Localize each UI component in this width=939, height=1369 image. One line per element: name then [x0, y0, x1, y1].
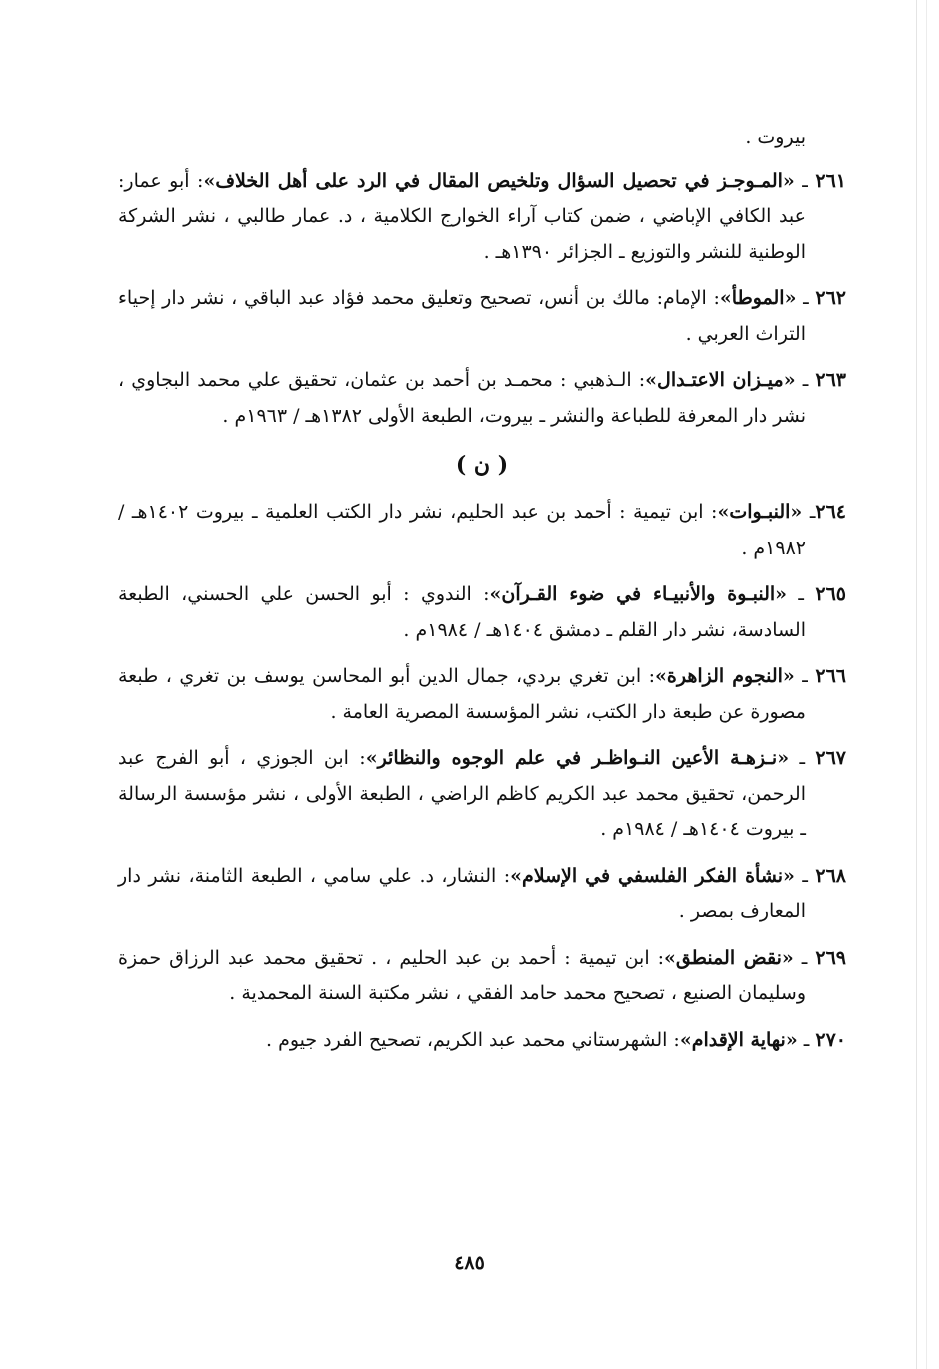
entry-title: «الموطأ»	[719, 287, 797, 309]
bibliography-list	[118, 120, 846, 1069]
entry-title: «المـوجـز في تحصيل السؤال وتلخيص المقال في الرد على أهل الخلاف»	[203, 169, 795, 192]
scan-edge-line	[916, 0, 917, 1369]
bibliography-entry: ٢٦٦ ـ «النجوم الزاهرة»: ابن تغري بردي، جمال الدين أبو المحاسن يوسف بن تغري ، طبعة مصورة عن طبعة دار الكتب، نشر المؤسسة المصرية العامة .	[118, 665, 846, 723]
page-number: ٤٨٥	[454, 1252, 485, 1274]
bibliography-entry: ٢٦٩ ـ «نقض المنطق»: ابن تيمية : أحمد بن عبد الحليم ، . تحقيق محمد عبد الرزاق حمزة وسليمان الصنيع ، تصحيح محمد حامد الفقي ، نشر مكتبة السنة المحمدية .	[118, 946, 846, 1004]
bibliography-entry: ٢٦٨ ـ «نشأة الفكر الفلسفي في الإسلام»: النشار، د. علي سامي ، الطبعة الثامنة، نشر دار المعارف بمصر .	[118, 864, 846, 922]
scan-edge-line	[926, 0, 927, 1369]
entry-number: ٢٦٢	[815, 287, 846, 309]
entry-details: : الإمام: مالك بن أنس، تصحيح وتعليق محمد فؤاد عبد الباقي ، نشر دار إحياء التراث العربي .	[118, 287, 806, 345]
entry-number: ٢٦١	[815, 169, 846, 192]
entry-continuation: بيروت .	[745, 126, 806, 148]
entry-details: : ابن الجوزي ، أبو الفرج عبد الرحمن، تحقيق محمد عبد الكريم كاظم الراضي ، الطبعة الأولى ، نشر مؤسسة الرسالة ـ بيروت ١٤٠٤هـ / ١٩٨٤م .	[118, 747, 806, 840]
entry-number: ٢٦٩	[815, 946, 846, 969]
entry-title: «النبـوة والأنبيـاء في ضوء القـرآن»	[489, 583, 788, 605]
bibliography-entry: ٢٦١ ـ «المـوجـز في تحصيل السؤال وتلخيص المقال في الرد على أهل الخلاف»: أبو عمار: عبد الكافي الإباضي ، ضمن كتاب آراء الخوارج الكلامية ، د. عمار طالبي ، نشر الشركة الوطنية للنشر والتوزيع ـ الجزائر ١٣٩٠هـ .	[118, 169, 846, 263]
entry-title: «نهاية الإقدام»	[679, 1028, 798, 1051]
entry-details: : الشهرستاني محمد عبد الكريم، تصحيح الفرد جيوم .	[265, 1028, 680, 1051]
entry-details: : النشار، د. علي سامي ، الطبعة الثامنة، نشر دار المعارف بمصر .	[118, 864, 806, 922]
entry-title: «النبـوات»	[717, 501, 803, 523]
bibliography-entry: ٢٧٠ ـ «نهاية الإقدام»: الشهرستاني محمد عبد الكريم، تصحيح الفرد جيوم .	[265, 1028, 846, 1051]
entry-details: : ابن تيمية : أحمد بن عبد الحليم ، . تحقيق محمد عبد الرزاق حمزة وسليمان الصنيع ، تصحيح محمد حامد الفقي ، نشر مكتبة السنة المحمدية .	[118, 946, 806, 1004]
entry-details: : أبو عمار: عبد الكافي الإباضي ، ضمن كتاب آراء الخوارج الكلامية ، د. عمار طالبي ، نشر الشركة الوطنية للنشر والتوزيع ـ الجزائر ١٣٩٠هـ .	[118, 169, 806, 263]
entry-details: : ابن تيمية : أحمد بن عبد الحليم، نشر دار الكتب العلمية ـ بيروت ١٤٠٢هـ / ١٩٨٢م .	[118, 501, 806, 559]
entry-title: «ميـزان الاعتـدال»	[645, 369, 796, 391]
entry-number: ٢٦٤	[815, 501, 847, 523]
entry-number: ٢٦٦	[815, 665, 846, 687]
entry-title: «النجوم الزاهرة»	[655, 665, 795, 687]
bibliography-entry: ٢٦٣ ـ «ميـزان الاعتـدال»: الـذهبي : محمـد بن أحمد بن عثمان، تحقيق علي محمد البجاوي ، نشر دار المعرفة للطباعة والنشر ـ بيروت، الطبعة الأولى ١٣٨٢هـ / ١٩٦٣م .	[118, 369, 846, 427]
bibliography-entry: ٢٦٧ ـ «نـزهـة الأعين النـواظـر في علم الوجوه والنظائر»: ابن الجوزي ، أبو الفرج عبد الرحمن، تحقيق محمد عبد الكريم كاظم الراضي ، الطبعة الأولى ، نشر مؤسسة الرسالة ـ بيروت ١٤٠٤هـ / ١٩٨٤م .	[118, 747, 846, 840]
entry-title: «نـزهـة الأعين النـواظـر في علم الوجوه والنظائر»	[365, 747, 790, 769]
entry-details: : ابن تغري بردي، جمال الدين أبو المحاسن يوسف بن تغري ، طبعة مصورة عن طبعة دار الكتب، نشر المؤسسة المصرية العامة .	[118, 665, 806, 723]
bibliography-entry: ٢٦٤ـ «النبـوات»: ابن تيمية : أحمد بن عبد الحليم، نشر دار الكتب العلمية ـ بيروت ١٤٠٢هـ / ١٩٨٢م .	[118, 501, 847, 559]
entry-details: : الندوي : أبو الحسن علي الحسني، الطبعة السادسة، نشر دار القلم ـ دمشق ١٤٠٤هـ / ١٩٨٤م .	[118, 583, 806, 641]
entry-title: «نقض المنطق»	[664, 946, 794, 969]
entry-number: ٢٧٠	[815, 1028, 846, 1051]
entry-number: ٢٦٥	[815, 583, 846, 605]
section-heading: ( ن )	[455, 452, 509, 478]
entry-number: ٢٦٣	[815, 369, 846, 391]
entry-title: «نشأة الفكر الفلسفي في الإسلام»	[510, 864, 795, 887]
entry-details: : الـذهبي : محمـد بن أحمد بن عثمان، تحقيق علي محمد البجاوي ، نشر دار المعرفة للطباعة والنشر ـ بيروت، الطبعة الأولى ١٣٨٢هـ / ١٩٦٣م .	[118, 369, 806, 427]
bibliography-entry: ٢٦٢ ـ «الموطأ»: الإمام: مالك بن أنس، تصحيح وتعليق محمد فؤاد عبد الباقي ، نشر دار إحياء التراث العربي .	[118, 287, 846, 345]
entry-number: ٢٦٧	[815, 747, 846, 769]
entry-number: ٢٦٨	[815, 864, 846, 887]
bibliography-entry: ٢٦٥ ـ «النبـوة والأنبيـاء في ضوء القـرآن»: الندوي : أبو الحسن علي الحسني، الطبعة السادسة، نشر دار القلم ـ دمشق ١٤٠٤هـ / ١٩٨٤م .	[118, 583, 846, 641]
